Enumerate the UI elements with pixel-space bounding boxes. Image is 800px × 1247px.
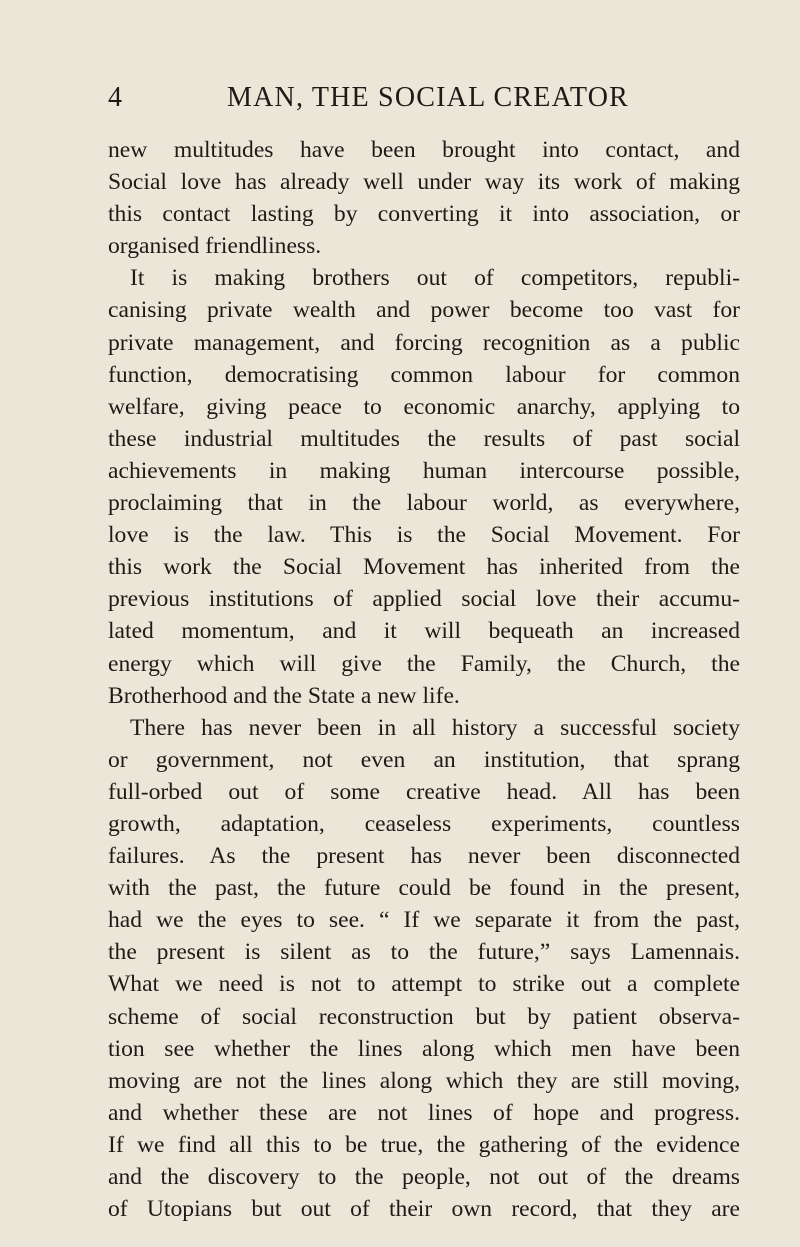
text-line: organised friendliness. [108,233,322,260]
text-line: scheme of social reconstruction but by patient observa- [108,1003,740,1030]
text-line: function, democratising common labour for common [108,361,740,388]
text-line: new multitudes have been brought into contact, and [108,137,740,163]
text-line: the present is silent as to the future,” says Lamennais. [108,939,740,966]
text-line: welfare, giving peace to economic anarchy, applying to [108,393,740,420]
text-line: full-orbed out of some creative head. All has been [108,778,740,805]
text-line: these industrial multitudes the results of past social [108,425,740,452]
text-line: love is the law. This is the Social Movement. For [108,522,740,549]
text-line: and whether these are not lines of hope and progress. [108,1099,740,1126]
text-line: this work the Social Movement has inherited from the [108,554,740,581]
running-head [108,82,738,122]
text-line: achievements in making human intercourse possible, [108,457,740,484]
text-line: previous institutions of applied social love their accumu- [108,586,740,613]
text-line: growth, adaptation, ceaseless experiments, countless [108,810,740,837]
text-line: had we the eyes to see. “ If we separate it from the past, [108,907,740,934]
text-line: Social love has already well under way its work of making [108,169,740,196]
text-line: and the discovery to the people, not out of the dreams [108,1164,740,1190]
text-line: lated momentum, and it will bequeath an increased [108,618,740,645]
text-line: Brotherhood and the State a new life. [108,682,460,709]
text-line: proclaiming that in the labour world, as everywhere, [108,490,740,517]
text-line: with the past, the future could be found in the present, [108,875,740,902]
text-line: What we need is not to attempt to strike out a complete [108,971,740,998]
text-line: or government, not even an institution, that sprang [108,746,740,773]
text-line: tion see whether the lines along which men have been [108,1035,740,1062]
text-line: private management, and forcing recognition as a public [108,329,740,356]
running-head-title: MAN, THE SOCIAL CREATOR [227,82,630,113]
paragraph-first-line: There has never been in all history a successful society [130,714,740,741]
body-text [108,134,740,1225]
text-line: failures. As the present has never been disconnected [108,843,740,870]
text-line: canising private wealth and power become too vast for [108,297,740,324]
text-line: moving are not the lines along which they are still moving, [108,1067,740,1094]
text-line: this contact lasting by converting it into association, or [108,201,740,228]
text-line: energy which will give the Family, the Church, the [108,650,740,677]
text-line: If we find all this to be true, the gathering of the evidence [108,1131,740,1158]
paragraph-first-line: It is making brothers out of competitors, republi- [130,265,740,292]
page-number: 4 [108,82,123,113]
text-line: of Utopians but out of their own record, that they are [108,1196,740,1223]
